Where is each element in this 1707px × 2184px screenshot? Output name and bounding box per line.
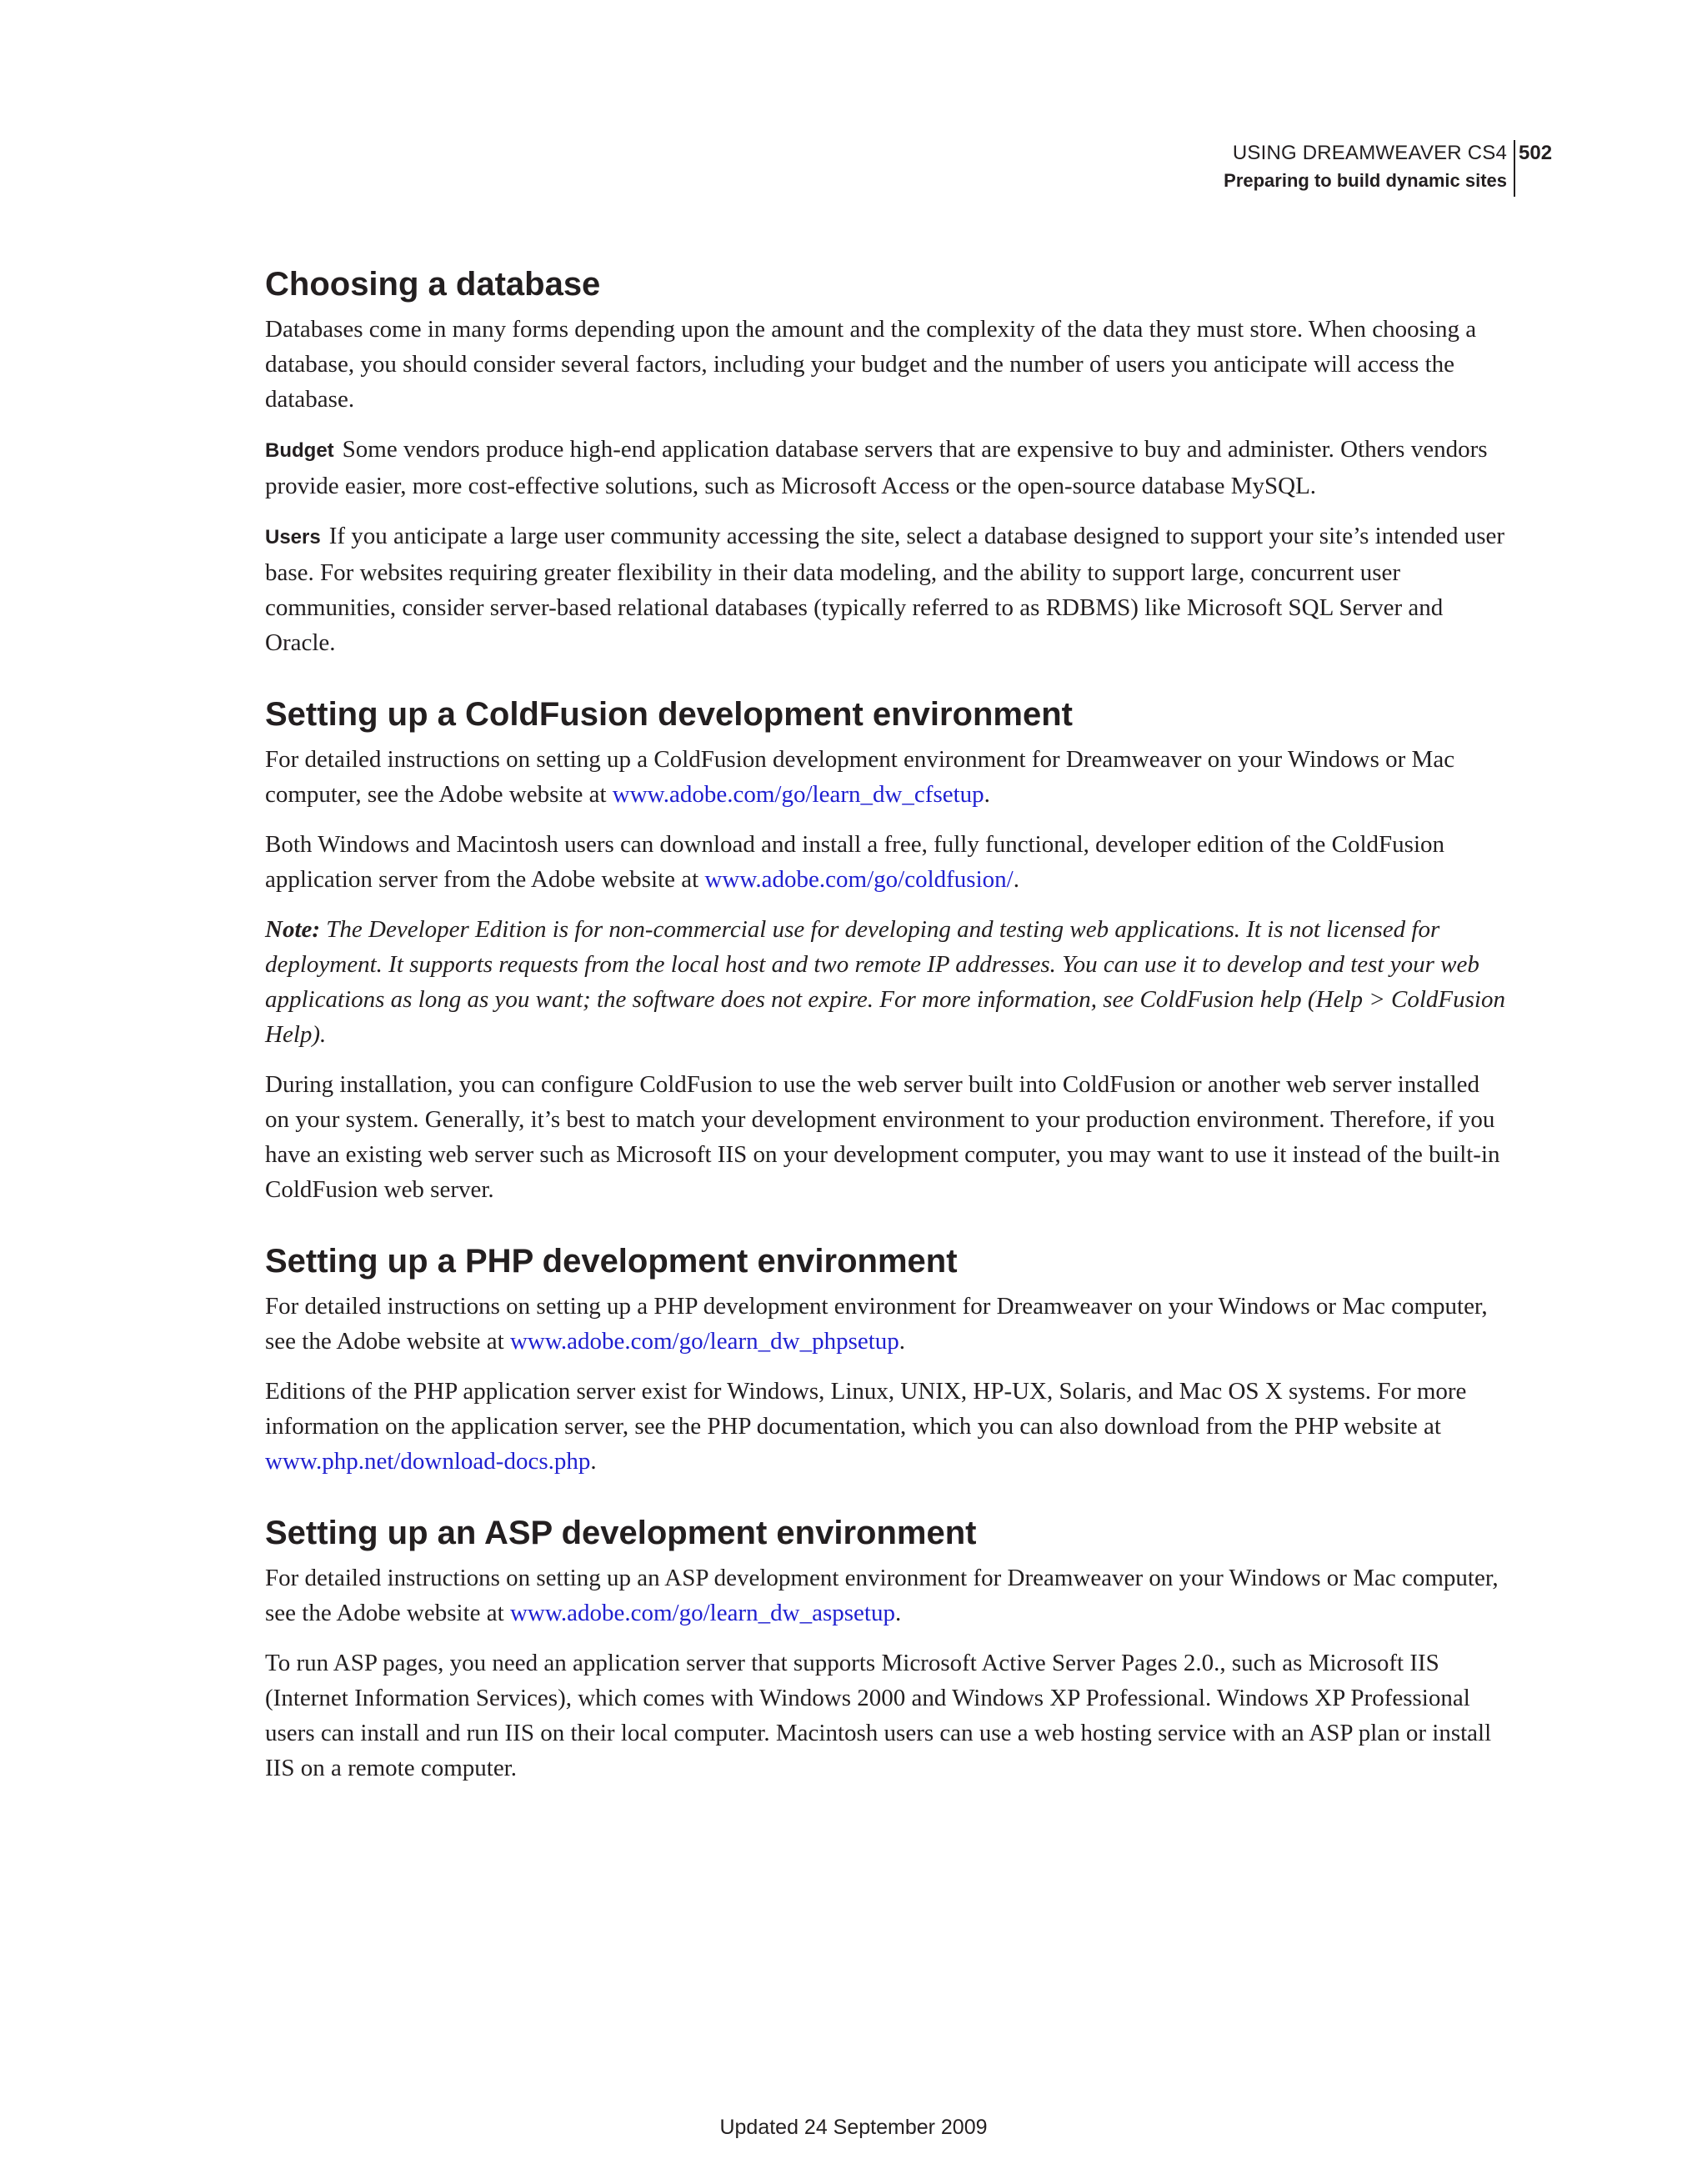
paragraph-text: If you anticipate a large user community accessing the site, select a database designed to support your site’s intended user base. For websites requiring greater flexibility in their data modeling, and the ability to support large, concurrent user communities, consider server-based relational databases (typically referred to as RDBMS) like Microsoft SQL Server and Oracle.	[265, 523, 1505, 656]
paragraph-text: .	[899, 1328, 906, 1355]
chapter-title: Preparing to build dynamic sites	[1224, 170, 1507, 191]
section-title: Choosing a database	[265, 266, 601, 303]
users-paragraph	[265, 518, 1505, 660]
note	[265, 912, 1505, 1052]
paragraph-text: Both Windows and Macintosh users can download and install a free, fully functional, developer edition of the ColdFusion application server from the Adobe website at	[265, 831, 1444, 893]
paragraph	[265, 1374, 1505, 1479]
paragraph-text: .	[894, 1600, 902, 1626]
phpsetup-link[interactable]: www.adobe.com/go/learn_dw_phpsetup	[509, 1328, 899, 1355]
section-title: Setting up an ASP development environment	[265, 1515, 977, 1551]
section-title: Setting up a PHP development environment	[265, 1243, 958, 1280]
paragraph-text: .	[590, 1448, 597, 1475]
paragraph-text: Editions of the PHP application server exist for Windows, Linux, UNIX, HP-UX, Solaris, and Mac OS X systems. For more information on the application server, see the PHP documentation, which you can also download from the PHP website at	[265, 1378, 1467, 1440]
paragraph: To run ASP pages, you need an application server that supports Microsoft Active Server Pages 2.0., such as Microsoft IIS (Internet Information Services), which comes with Windows 2000 and Windows XP Professional. Windows XP Professional users can install and run IIS on their local computer. Macintosh users can use a web hosting service with an ASP plan or install IIS on a remote computer.	[265, 1650, 1492, 1781]
page-number: 502	[1519, 142, 1553, 164]
section-title: Setting up a ColdFusion development environment	[265, 696, 1073, 733]
run-in-heading: Budget	[265, 439, 334, 462]
paragraph-text: For detailed instructions on setting up an ASP development environment for Dreamweaver on your Windows or Mac computer, see the Adobe website at	[265, 1565, 1499, 1626]
paragraph: During installation, you can configure ColdFusion to use the web server built into ColdFusion or another web server installed on your system. Generally, it’s best to match your development environment to your production environment. Therefore, if you have an existing web server such as Microsoft IIS on your development computer, you may want to use it instead of the built-in ColdFusion web server.	[265, 1071, 1500, 1203]
run-in-heading: Users	[265, 526, 321, 549]
section-coldfusion	[265, 694, 1505, 1207]
footer-updated: Updated 24 September 2009	[719, 2116, 988, 2139]
header-divider	[1514, 140, 1515, 197]
paragraph	[265, 827, 1505, 897]
coldfusion-link[interactable]: www.adobe.com/go/coldfusion/	[704, 866, 1014, 893]
cfsetup-link[interactable]: www.adobe.com/go/learn_dw_cfsetup	[612, 781, 984, 808]
paragraph-text: .	[984, 781, 990, 808]
section-choosing-database	[265, 263, 1505, 660]
running-header	[840, 140, 1507, 195]
paragraph-text: For detailed instructions on setting up a PHP development environment for Dreamweaver on your Windows or Mac computer, see the Adobe website at	[265, 1293, 1488, 1355]
section-php	[265, 1240, 1505, 1479]
paragraph-text: Some vendors produce high-end application database servers that are expensive to buy and administer. Others vendors provide easier, more cost-effective solutions, such as Microsoft Access or the open-source database MySQL.	[265, 436, 1488, 499]
page-content	[265, 263, 1505, 1819]
doc-title: USING DREAMWEAVER CS4	[1232, 142, 1507, 164]
paragraph: Databases come in many forms depending upon the amount and the complexity of the data they must store. When choosing a database, you should consider several factors, including your budget and the number of users you anticipate will access the database.	[265, 316, 1477, 413]
paragraph-text: .	[1013, 866, 1019, 893]
php-docs-link[interactable]: www.php.net/download-docs.php	[265, 1448, 591, 1475]
section-asp	[265, 1512, 1505, 1786]
paragraph	[265, 1560, 1505, 1630]
note-text: The Developer Edition is for non-commercial use for developing and testing web applications. It is not licensed for deployment. It supports requests from the local host and two remote IP addresses. You can use it to develop and test your web applications as long as you want; the software does not expire. For more information, see ColdFusion help (Help > ColdFusion Help).	[265, 916, 1505, 1048]
paragraph	[265, 1289, 1505, 1359]
paragraph	[265, 742, 1505, 812]
paragraph-text: For detailed instructions on setting up a ColdFusion development environment for Dreamweaver on your Windows or Mac computer, see the Adobe website at	[265, 746, 1455, 808]
note-label: Note:	[265, 916, 321, 943]
budget-paragraph	[265, 432, 1505, 503]
aspsetup-link[interactable]: www.adobe.com/go/learn_dw_aspsetup	[509, 1600, 895, 1626]
